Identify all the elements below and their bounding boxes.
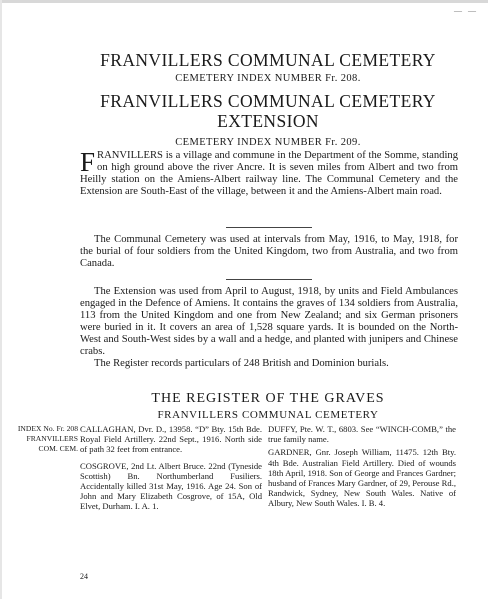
register-count-text: The Register records particulars of 248 British and Dominion burials. (94, 358, 389, 369)
drop-cap: F (80, 147, 96, 177)
margin-index-note (0, 424, 78, 454)
communal-text: The Communal Cemetery was used at intervals from May, 1916, to May, 1918, for the burial of four soldiers from the United Kingdom, two from Australia, and two from Canada. (80, 234, 458, 269)
extension-paragraph (80, 286, 458, 370)
section-divider (226, 227, 312, 228)
intro-paragraph (80, 147, 458, 198)
communal-paragraph (80, 234, 458, 270)
intro-text: RANVILLERS is a village and commune in the Department of the Somme, standing on high ground above the river Ancre. It is seven miles from Albert and two from Heilly station on the Amiens-Albert railway line. The Communal Cemetery and the Extension are South-East of the village, between it and the Amiens-Albert main road. (80, 150, 458, 197)
register-entry: CALLAGHAN, Dvr. D., 13958. “D” Bty. 15th Bde. Royal Field Artillery. 22nd Sept., 1916. North side of path 32 feet from entrance. (80, 424, 262, 455)
extension-index-number: CEMETERY INDEX NUMBER Fr. 209. (175, 137, 361, 148)
margin-cemetery-type: COM. CEM. (38, 444, 78, 453)
register-entry: GARDNER, Gnr. Joseph William, 11475. 12th Bty. 4th Bde. Australian Field Artillery. Died of wounds 18th April, 1918. Son of George and Frances Gardner; husband of Frances Mary Gardner, of 29, Perouse Rd., Randwick, Sydney, New South Wales. Native of Albury, New South Wales. I. B. 4. (268, 447, 456, 509)
cemetery-title: FRANVILLERS COMMUNAL CEMETERY (100, 50, 436, 70)
register-entry: DUFFY, Pte. W. T., 6803. See “WINCH-COMB,” the true family name. (268, 424, 456, 445)
extension-text: The Extension was used from April to August, 1918, by units and Field Ambulances engaged in the Defence of Amiens. It contains the graves of 134 soldiers from Australia, 113 from the United Kingdom and one from New Zealand; and six German prisoners were buried in it. It covers an area of 1,528 square yards. It is bounded on the North-West and South-West sides by a wall and a hedge, and planted with junipers and Chinese crabs. (80, 286, 458, 357)
scan-edge (0, 0, 2, 599)
scan-edge (0, 0, 488, 3)
register-column-right (268, 424, 456, 512)
page-number: 24 (80, 572, 88, 581)
cemetery-index-number: CEMETERY INDEX NUMBER Fr. 208. (175, 73, 361, 84)
register-subtitle: FRANVILLERS COMMUNAL CEMETERY (157, 409, 379, 421)
register-title: THE REGISTER OF THE GRAVES (151, 391, 385, 406)
section-divider (226, 279, 312, 280)
extension-title-line1: FRANVILLERS COMMUNAL CEMETERY (100, 91, 436, 111)
register-column-left (80, 424, 262, 515)
margin-cemetery-name: FRANVILLERS (26, 434, 78, 443)
extension-title-line2: EXTENSION (217, 111, 319, 131)
register-entry: COSGROVE, 2nd Lt. Albert Bruce. 22nd (Tyneside Scottish) Bn. Northumberland Fusiliers. Accidentally killed 31st May, 1916. Age 24. Son of John and Mary Elizabeth Cosgrove, of 15A, Old Elvet, Durham. I. A. 1. (80, 460, 262, 512)
corner-mark: — — (454, 6, 478, 15)
margin-index-number: INDEX No. Fr. 208 (17, 424, 78, 433)
